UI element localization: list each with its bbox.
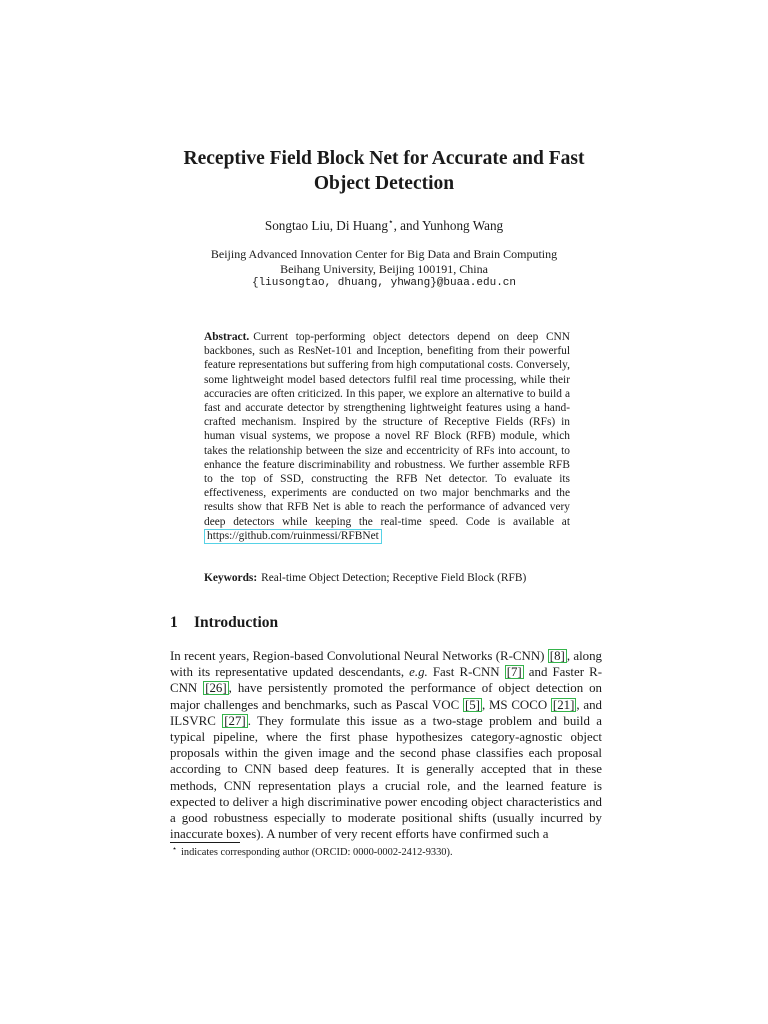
title-line-1: Receptive Field Block Net for Accurate and Fast [183, 148, 585, 169]
code-url-link[interactable]: https://github.com/ruinmessi/RFBNet [204, 529, 382, 544]
title-line-2: Object Detection [313, 173, 455, 194]
body-text: and Faster R-CNN [170, 665, 603, 696]
keywords-label: Keywords: [204, 572, 258, 584]
introduction-paragraph [170, 648, 602, 842]
body-text: , MS COCO [481, 697, 551, 712]
body-text: Fast R-CNN [427, 665, 505, 680]
affiliation [140, 247, 628, 291]
corresponding-author-mark: ⋆ [387, 216, 394, 227]
citation-link[interactable]: [21] [552, 697, 575, 712]
footnote-text: indicates corresponding author (ORCID: 0000-0002-2412-9330). [181, 847, 453, 858]
footnote [170, 843, 610, 859]
section-heading [170, 613, 278, 633]
body-text: , along with its representative updated descendants, [170, 649, 602, 680]
body-text: . They formulate this issue as a two-stage problem and build a typical pipeline, where the first phase hypothesizes category-agnostic object proposals within the given image and the second phase classifies each proposal according to CNN based deep features. It is generally accepted that in these methods, CNN representation plays a crucial role, and the learned feature is expected to deliver a high discriminative power encoding object characteristics and a good robustness especially to moderate positional shifts (usually incurred by inaccurate boxes). A number of very recent efforts have confirmed such a [170, 713, 602, 842]
author-names: Songtao Liu, Di Huang [264, 218, 388, 233]
footnote-mark: ⋆ [172, 843, 178, 853]
abstract-text: Current top-performing object detectors depend on deep CNN backbones, such as ResNet-101 and Inception, benefiting from their powerful feature representations but suffering from high computational costs. Conversely, some lightweight model based detectors fulfil real time processing, while their accuracies are often criticized. In this paper, we explore an alternative to build a fast and accurate detector by strengthening lightweight features using a hand-crafted mechanism. Inspired by the structure of Receptive Fields (RFs) in human visual systems, we propose a novel RF Block (RFB) module, which takes the relationship between the size and eccentricity of RFs into account, to enhance the feature discriminability and robustness. We further assemble RFB to the top of SSD, constructing the RFB Net detector. To evaluate its effectiveness, experiments are conducted on two major benchmarks and the results show that RFB Net is able to reach the performance of advanced very deep detectors while keeping the real-time speed. Code is available at [204, 331, 570, 528]
citation-link[interactable]: [8] [549, 649, 565, 663]
section-title: Introduction [194, 614, 279, 631]
author-list [140, 218, 628, 234]
citation-link[interactable]: [26] [205, 681, 227, 696]
body-text: , and ILSVRC [170, 697, 602, 728]
author-emails: {liusongtao, dhuang, yhwang}@buaa.edu.cn [251, 277, 517, 289]
keywords-text: Real-time Object Detection; Receptive Field Block (RFB) [261, 572, 527, 584]
abstract-label: Abstract. [204, 331, 250, 343]
keywords [204, 571, 584, 585]
citation-link[interactable]: [27] [224, 713, 246, 728]
body-text: In recent years, Region-based Convolutional Neural Networks (R-CNN) [170, 649, 548, 663]
abstract [204, 330, 570, 544]
body-text: , have persistently promoted the performance of object detection on major challenges and benchmarks, such as Pascal VOC [170, 681, 602, 712]
paper-title [140, 146, 628, 196]
author-names-rest: , and Yunhong Wang [393, 218, 504, 233]
body-text-italic: e.g. [409, 665, 428, 680]
affiliation-line-1: Beijing Advanced Innovation Center for Big Data and Brain Computing [210, 247, 558, 261]
citation-link[interactable]: [7] [506, 665, 522, 680]
affiliation-line-2: Beihang University, Beijing 100191, China [280, 261, 488, 276]
citation-link[interactable]: [5] [464, 697, 480, 712]
footnote-divider [170, 842, 240, 843]
section-number: 1 [170, 614, 178, 631]
